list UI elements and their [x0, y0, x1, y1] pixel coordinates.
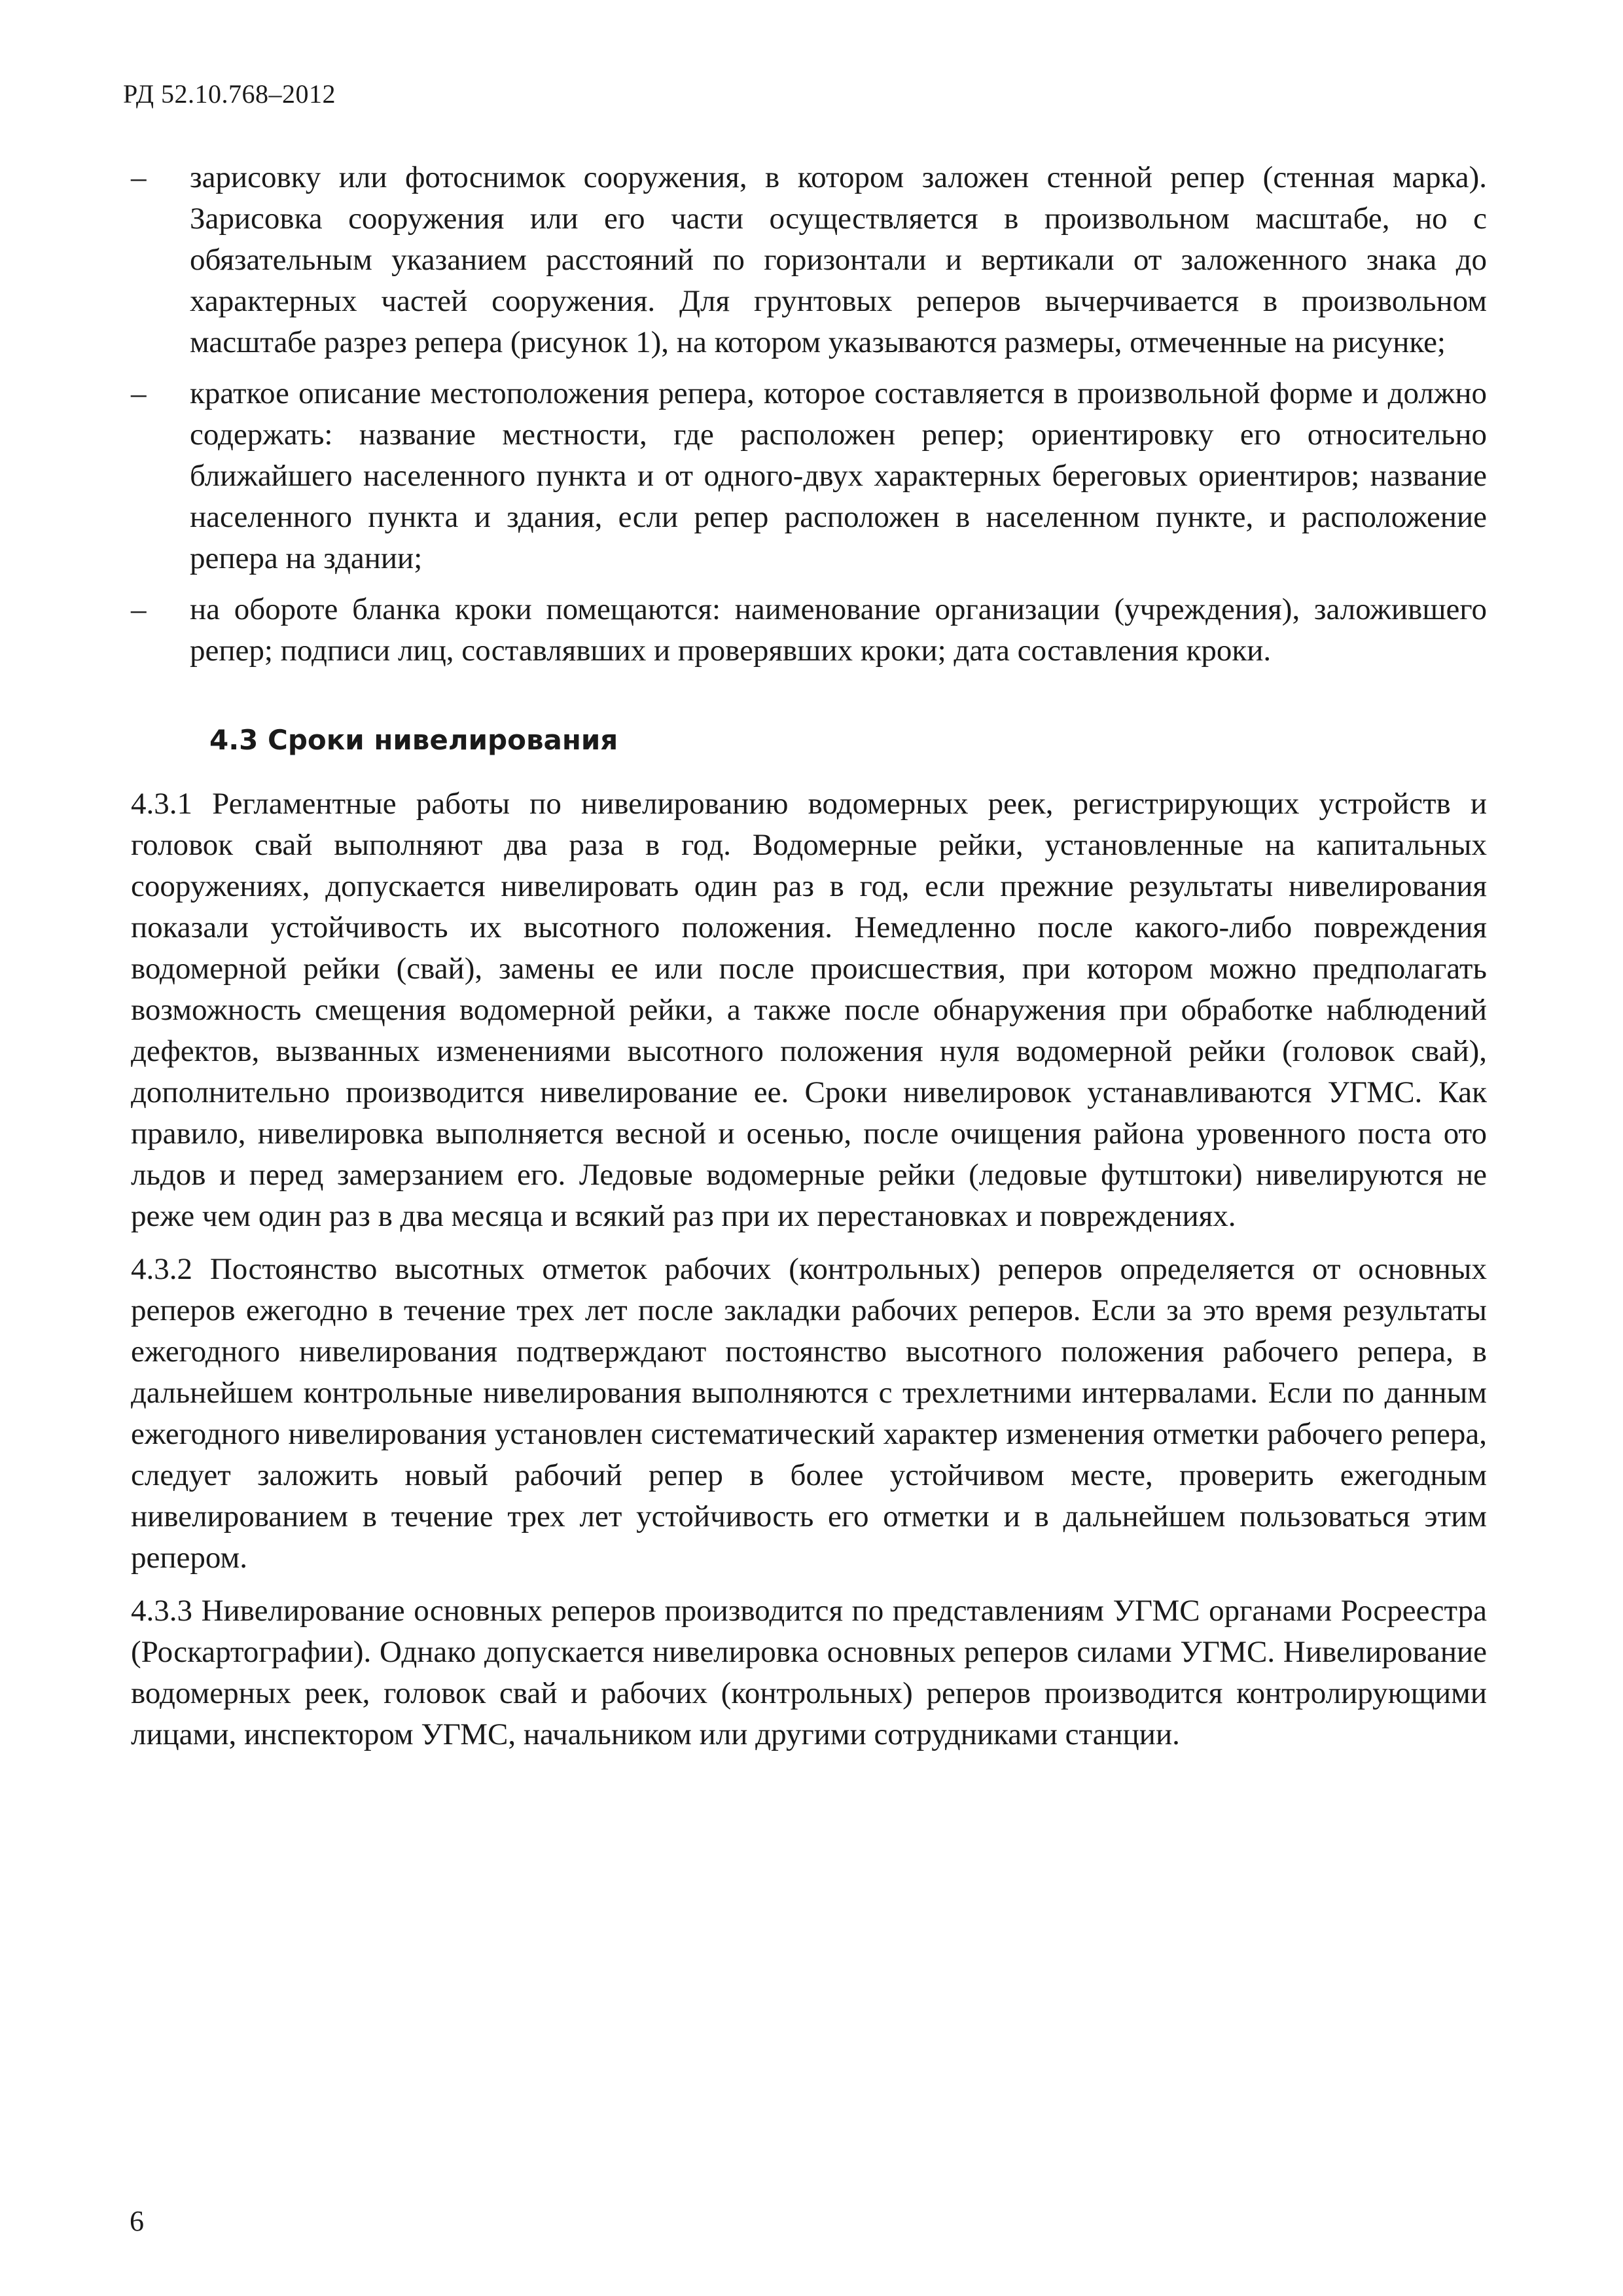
bullet-dash: – [131, 592, 147, 626]
list-item [131, 373, 1487, 579]
list-item-text: краткое описание местоположения репера, которое составляется в произвольной форме и должно содержать: название местности, где расположен репер; ориентировку его относительно ближайшего населенного пункта и от одного-двух характерных береговых ориентиров; название населенного пункта и здания, если репер расположен в населенном пункте, и расположение репера на здании; [190, 376, 1487, 575]
section-heading: 4.3 Сроки нивелирования [209, 724, 618, 756]
page-content [131, 157, 1487, 1767]
paragraph-4-3-2: 4.3.2 Постоянство высотных отметок рабочих (контрольных) реперов определяется от основных реперов ежегодно в течение трех лет после закладки рабочих реперов. Если за это время результаты ежегодного нивелирования подтверждают постоянство высотного положения рабочего репера, в дальнейшем контрольные нивелирования выполняются с трехлетними интервалами. Если по данным ежегодного нивелирования установлен систематический характер изменения отметки рабочего репера, следует заложить новый рабочий репер в более устойчивом месте, проверить ежегодным нивелированием в течение трех лет устойчивость его отметки и в дальнейшем пользоваться этим репером. [131, 1252, 1487, 1575]
bullet-list [131, 157, 1487, 672]
list-item-text: на обороте бланка кроки помещаются: наименование организации (учреждения), заложившего репер; подписи лиц, составлявших и проверявших кроки; дата составления кроки. [190, 592, 1487, 668]
document-code-header: РД 52.10.768–2012 [123, 79, 336, 109]
bullet-dash: – [131, 376, 147, 410]
list-item-text: зарисовку или фотоснимок сооружения, в котором заложен стенной репер (стенная марка). Зарисовка сооружения или его части осуществляется в произвольном масштабе, но с обязательным указанием расстояний по горизонтали и вертикали от заложенного знака до характерных частей сооружения. Для грунтовых реперов вычерчивается в произвольном масштабе разрез репера (рисунок 1), на котором указываются размеры, отмеченные на рисунке; [190, 160, 1487, 359]
page-number: 6 [130, 2205, 144, 2237]
list-item [131, 589, 1487, 672]
paragraph-4-3-3: 4.3.3 Нивелирование основных реперов производится по представлениям УГМС органами Росреестра (Роскартографии). Однако допускается нивелировка основных реперов силами УГМС. Нивелирование водомерных реек, головок свай и рабочих (контрольных) реперов производится контролирующими лицами, инспектором УГМС, начальником или другими сотрудниками станции. [131, 1594, 1487, 1751]
list-item [131, 157, 1487, 363]
bullet-dash: – [131, 160, 147, 194]
paragraph-4-3-1: 4.3.1 Регламентные работы по нивелированию водомерных реек, регистрирующих устройств и головок свай выполняют два раза в год. Водомерные рейки, установленные на капитальных сооружениях, допускается нивелировать один раз в год, если прежние результаты нивелирования показали устойчивость их высотного положения. Немедленно после какого-либо повреждения водомерной рейки (свай), замены ее или после происшествия, при котором можно предполагать возможность смещения водомерной рейки, а также после обнаружения при обработке наблюдений дефектов, вызванных изменениями высотного положения нуля водомерной рейки (головок свай), дополнительно производится нивелирование ее. Сроки нивелировок устанавливаются УГМС. Как правило, нивелировка выполняется весной и осенью, после очищения района уровенного поста ото льдов и перед замерзанием его. Ледовые водомерные рейки (ледовые футштоки) нивелируются не реже чем один раз в два месяца и всякий раз при их перестановках и повреждениях. [131, 787, 1487, 1233]
